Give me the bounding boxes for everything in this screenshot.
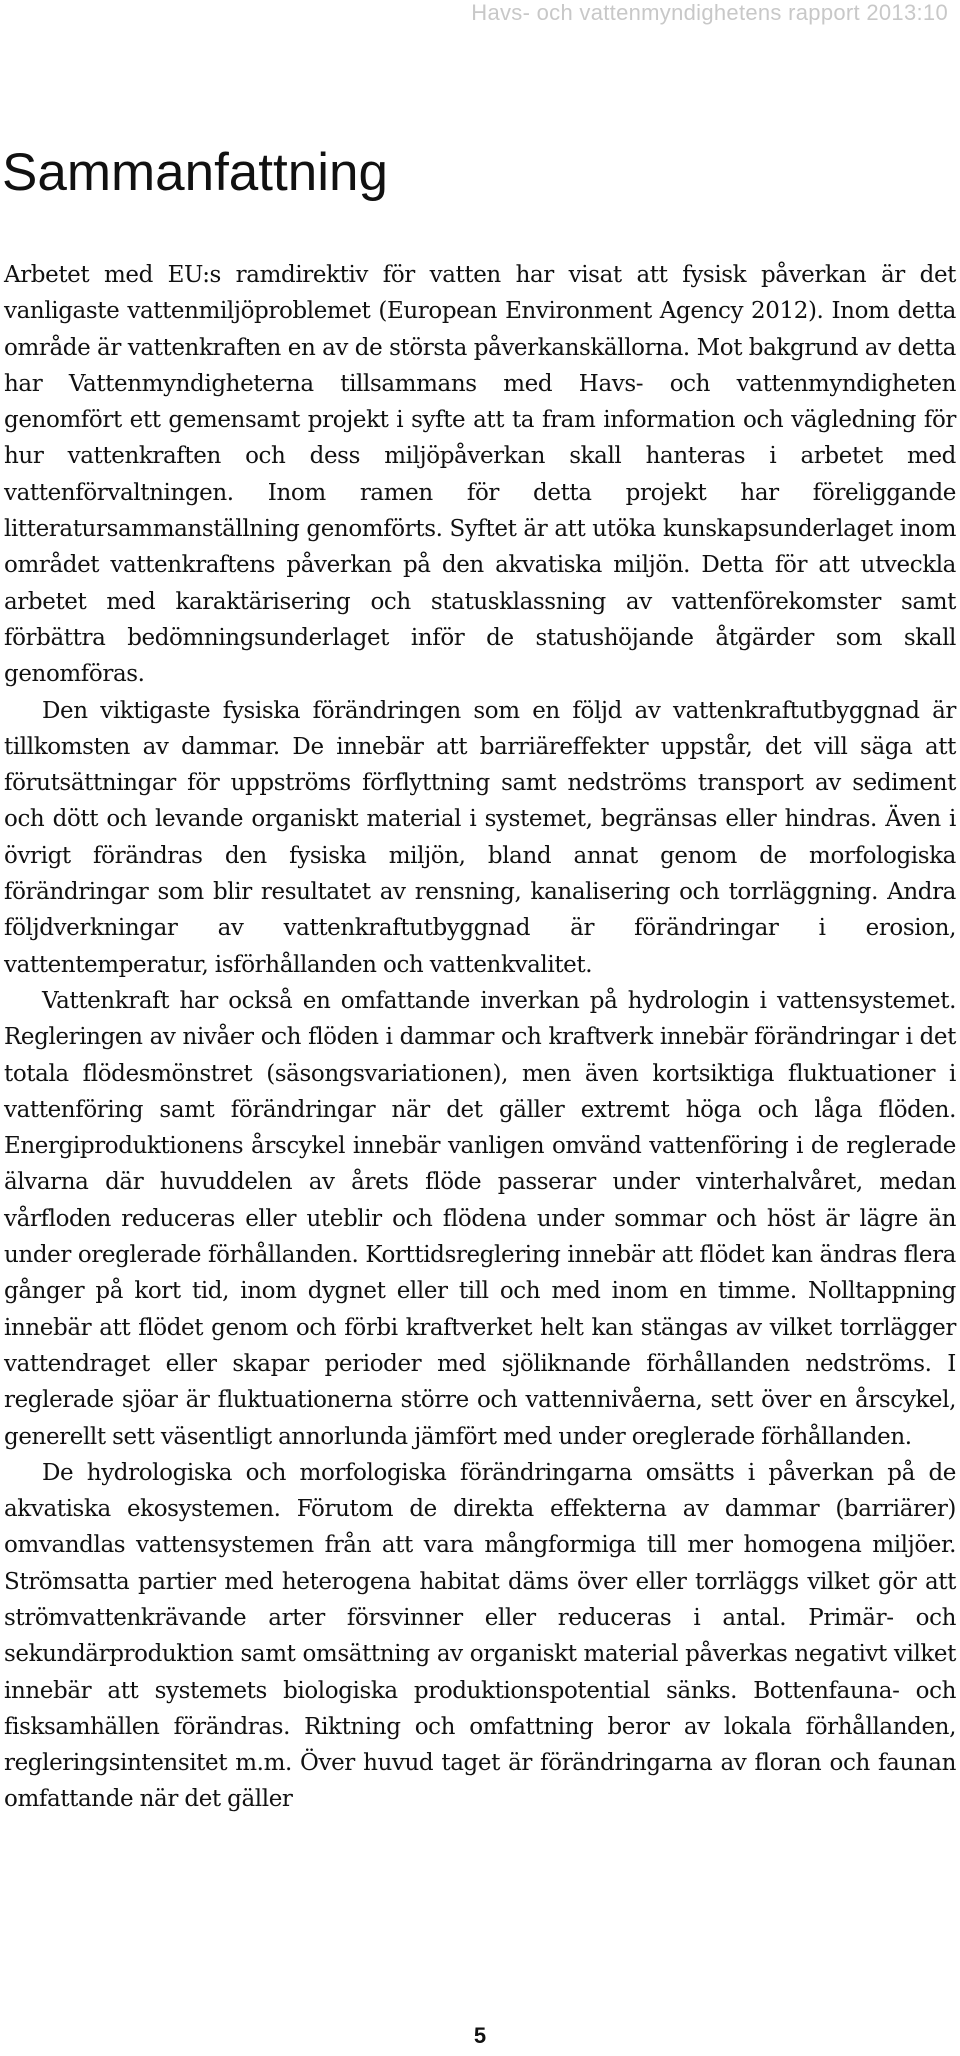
paragraph-ecosystems: De hydrologiska och morfologiska förändringarna omsätts i påverkan på de akvatiska ekosystemen. Förutom de direkta effekterna av dammar (barriärer) omvandlas vattensystemen från att vara mångformiga till mer homogena miljöer. Strömsatta partier med heterogena habitat däms över eller torrläggs vilket gör att strömvattenkrävande arter försvinner eller reduceras i antal. Primär- och sekundärproduktion samt omsättning av organiskt material påverkas negativt vilket innebär att systemets biologiska produktionspotential sänks. Bottenfauna- och fisksamhällen förändras. Riktning och omfattning beror av lokala förhållanden, regleringsintensitet m.m. Över huvud taget är förändringarna av floran och faunan omfattande när det gäller	[4, 1459, 956, 1813]
paragraph-dams: Den viktigaste fysiska förändringen som en följd av vattenkraftutbyggnad är tillkomsten av dammar. De innebär att barriäreffekter uppstår, det vill säga att förutsättningar för uppströms förflyttning samt nedströms transport av sediment och dött och levande organiskt material i systemet, begränsas eller hindras. Även i övrigt förändras den fysiska miljön, bland annat genom de morfologiska förändringar som blir resultatet av rensning, kanalisering och torrläggning. Andra följdverkningar av vattenkraftutbyggnad är förändringar i erosion, vattentemperatur, isförhållanden och vattenkvalitet.	[4, 697, 956, 978]
running-header: Havs- och vattenmyndighetens rapport 2013:10	[471, 0, 948, 25]
paragraph-hydrology: Vattenkraft har också en omfattande inverkan på hydrologin i vattensystemet. Regleringen av nivåer och flöden i dammar och kraftverk innebär förändringar i det totala flödesmönstret (säsongsvariationen), men även kortsiktiga fluktuationer i vattenföring samt förändringar när det gäller extremt höga och låga flöden. Energiproduktionens årscykel innebär vanligen omvänd vattenföring i de reglerade älvarna där huvuddelen av årets flöde passerar under vinterhalvåret, medan vårfloden reduceras eller uteblir och flödena under sommar och höst är lägre än under oreglerade förhållanden. Korttidsreglering innebär att flödet kan ändras flera gånger på kort tid, inom dygnet eller till och med inom en timme. Nolltappning innebär att flödet genom och förbi kraftverket helt kan stängas av vilket torrlägger vattendraget eller skapar perioder med sjöliknande förhållanden nedströms. I reglerade sjöar är fluktuationerna större och vattennivåerna, sett över en årscykel, generellt sett väsentligt annorlunda jämfört med under oreglerade förhållanden.	[4, 987, 956, 1450]
paragraph-intro: Arbetet med EU:s ramdirektiv för vatten har visat att fysisk påverkan är det vanligaste vattenmiljöproblemet (European Environment Agency 2012). Inom detta område är vattenkraften en av de största påverkanskällorna. Mot bakgrund av detta har Vattenmyndigheterna tillsammans med Havs- och vattenmyndigheten genomfört ett gemensamt projekt i syfte att ta fram information och vägledning för hur vattenkraften och dess miljöpåverkan skall hanteras i arbetet med vattenförvaltningen. Inom ramen för detta projekt har föreliggande litteratursammanställning genomförts. Syftet är att utöka kunskapsunderlaget inom området vattenkraftens påverkan på den akvatiska miljön. Detta för att utveckla arbetet med karaktärisering och statusklassning av vattenförekomster samt förbättra bedömningsunderlaget inför de statushöjande åtgärder som skall genomföras.	[4, 262, 956, 688]
body-text	[4, 257, 956, 1818]
page-title: Sammanfattning	[2, 143, 388, 202]
page-number: 5	[473, 2023, 487, 2048]
